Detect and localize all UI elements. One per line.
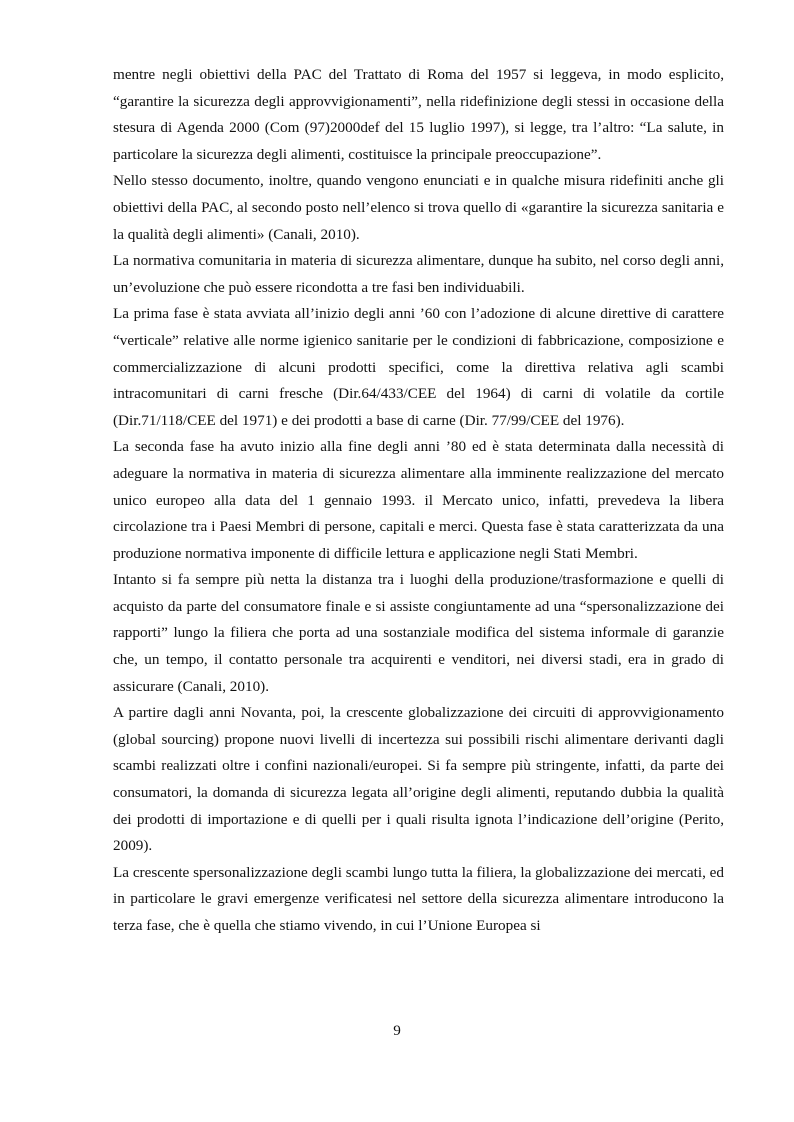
paragraph-pac-objectives: mentre negli obiettivi della PAC del Trattato di Roma del 1957 si leggeva, in modo esplicito, “garantire la sicurezza degli approvvigionamenti”, nella ridefinizione degli stessi in occasione della stesura di Agenda 2000 (Com (97)2000def del 15 luglio 1997), si legge, tra l’altro: “La salute, in particolare la sicurezza degli alimenti, costituisce la principale preoccupazione”. xyxy=(113,66,724,163)
paragraph-distance-production: Intanto si fa sempre più netta la distanza tra i luoghi della produzione/trasformazione e quelli di acquisto da parte del consumatore finale e si assiste congiuntamente ad una “spersonalizzazione dei rapporti” lungo la filiera che porta ad una sostanziale modifica del sistema informale di garanzie che, un tempo, il contatto personale tra acquirenti e venditori, nei diversi stadi, era in grado di assicurare (Canali, 2010). xyxy=(113,571,724,695)
paragraph-first-phase: La prima fase è stata avviata all’inizio degli anni ’60 con l’adozione di alcune direttive di carattere “verticale” relative alle norme igienico sanitarie per le condizioni di fabbricazione, composizione e commercializzazione di alcuni prodotti specifici, come la direttiva relativa agli scambi intracomunitari di carni fresche (Dir.64/433/CEE del 1964) di carni di volatile da cortile (Dir.71/118/CEE del 1971) e dei prodotti a base di carne (Dir. 77/99/CEE del 1976). xyxy=(113,305,724,429)
paragraph-nineties-globalization: A partire dagli anni Novanta, poi, la crescente globalizzazione dei circuiti di approvvigionamento (global sourcing) propone nuovi livelli di incertezza sui possibili rischi alimentare derivanti dagli scambi realizzati oltre i confini nazionali/europei. Si fa sempre più stringente, infatti, da parte dei consumatori, la domanda di sicurezza legata all’origine degli alimenti, reputando dubbia la qualità dei prodotti di importazione e di quelli per i quali risulta ignota l’indicazione dell’origine (Perito, 2009). xyxy=(113,704,724,855)
body-text xyxy=(113,62,724,940)
paragraph-third-phase: La crescente spersonalizzazione degli scambi lungo tutta la filiera, la globalizzazione dei mercati, ed in particolare le gravi emergenze verificatesi nel settore della sicurezza alimentare introducono la terza fase, che è quella che stiamo vivendo, in cui l’Unione Europea si xyxy=(113,863,725,934)
paragraph-same-document: Nello stesso documento, inoltre, quando vengono enunciati e in qualche misura ridefiniti anche gli obiettivi della PAC, al secondo posto nell’elenco si trova quello di «garantire la sicurezza sanitaria e la qualità degli alimenti» (Canali, 2010). xyxy=(113,172,724,243)
paragraph-second-phase: La seconda fase ha avuto inizio alla fine degli anni ’80 ed è stata determinata dalla necessità di adeguare la normativa in materia di sicurezza alimentare alla imminente realizzazione del mercato unico europeo alla data del 1 gennaio 1993. il Mercato unico, infatti, prevedeva la libera circolazione tra i Paesi Membri di persone, capitali e merci. Questa fase è stata caratterizzata da una produzione normativa imponente di difficile lettura e applicazione negli Stati Membri. xyxy=(113,438,724,562)
page-number: 9 xyxy=(393,1022,401,1039)
paragraph-community-legislation: La normativa comunitaria in materia di sicurezza alimentare, dunque ha subito, nel corso degli anni, un’evoluzione che può essere ricondotta a tre fasi ben individuabili. xyxy=(113,252,724,296)
